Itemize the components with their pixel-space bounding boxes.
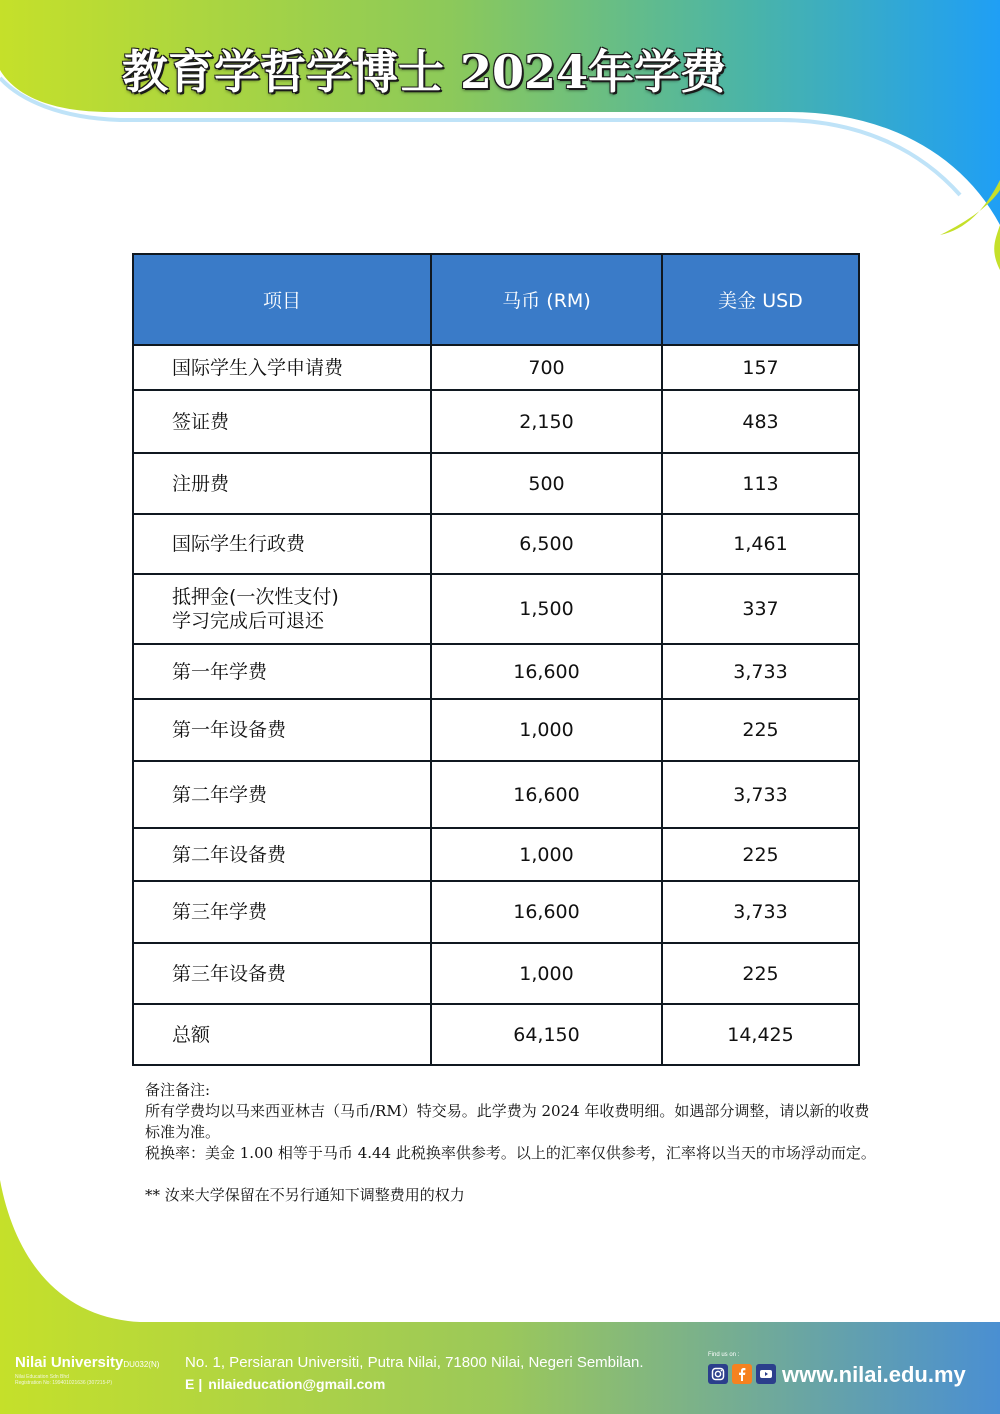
brand-registration (15, 1374, 112, 1386)
notes-section (145, 1080, 880, 1206)
table-row (133, 390, 859, 453)
total-rm: 64,150 (431, 1004, 662, 1065)
notes-disclaimer: ** 汝来大学保留在不另行通知下调整费用的权力 (145, 1186, 465, 1204)
fee-rm: 1,000 (431, 943, 662, 1004)
column-header-item: 项目 (133, 254, 431, 345)
fee-item: 注册费 (133, 453, 431, 514)
fee-usd: 225 (662, 699, 859, 761)
fee-rm: 2,150 (431, 390, 662, 453)
total-label: 总额 (133, 1004, 431, 1065)
brand-text: Nilai University (15, 1354, 124, 1371)
table-row (133, 943, 859, 1004)
fee-rm: 1,000 (431, 699, 662, 761)
fee-usd: 337 (662, 574, 859, 644)
table-row (133, 881, 859, 943)
registration-number: Registration No: 199401021636 (307215-P) (15, 1380, 113, 1386)
notes-currency: 所有学费均以马来西亚林吉（马币/RM）特交易。此学费为 2024 年收费明细。如遇部分调整，请以新的收费标准为准。 (145, 1102, 870, 1141)
fee-rm: 500 (431, 453, 662, 514)
fee-usd: 225 (662, 943, 859, 1004)
column-header-usd: 美金 USD (662, 254, 859, 345)
table-row (133, 345, 859, 390)
table-row (133, 699, 859, 761)
fee-item-line2: 学习完成后可退还 (172, 610, 325, 632)
brand-name (15, 1354, 159, 1371)
fee-rm: 700 (431, 345, 662, 390)
notes-exchange-rate: 税换率：美金 1.00 相等于马币 4.44 此税换率供参考。以上的汇率仅供参考，汇率将以当天的市场浮动而定。 (145, 1144, 876, 1162)
email-icon: E (185, 1376, 195, 1392)
fee-rm: 16,600 (431, 881, 662, 943)
table-row (133, 761, 859, 828)
website-link[interactable]: www.nilai.edu.my (782, 1362, 966, 1387)
fee-usd: 157 (662, 345, 859, 390)
table-row (133, 574, 859, 644)
notes-heading: 备注备注: (145, 1081, 211, 1099)
fee-table (132, 253, 860, 1066)
brand-code: DU032(N) (123, 1360, 160, 1369)
fee-usd: 3,733 (662, 644, 859, 699)
fee-item: 签证费 (133, 390, 431, 453)
fee-item-line1: 抵押金(一次性支付) (172, 586, 339, 608)
footer (0, 1320, 1000, 1414)
fee-item: 第二年设备费 (133, 828, 431, 881)
fee-rm: 1,500 (431, 574, 662, 644)
page-title: 教育学哲学博士 2024年学费 (122, 45, 727, 99)
table-header-row (133, 254, 859, 345)
fee-usd: 1,461 (662, 514, 859, 574)
fee-usd: 225 (662, 828, 859, 881)
table-row-total (133, 1004, 859, 1065)
fee-item: 第三年学费 (133, 881, 431, 943)
youtube-icon[interactable] (756, 1364, 776, 1384)
facebook-icon[interactable] (732, 1364, 752, 1384)
fee-item-deposit (133, 574, 431, 644)
address: No. 1, Persiaran Universiti, Putra Nilai, 71800 Nilai, Negeri Sembilan. (185, 1354, 644, 1371)
fee-usd: 483 (662, 390, 859, 453)
table-row (133, 514, 859, 574)
fee-rm: 6,500 (431, 514, 662, 574)
fee-usd: 3,733 (662, 761, 859, 828)
fee-item: 第一年设备费 (133, 699, 431, 761)
find-us-label: Find us on : (708, 1352, 740, 1358)
fee-usd: 113 (662, 453, 859, 514)
fee-item: 第二年学费 (133, 761, 431, 828)
table-row (133, 453, 859, 514)
fee-item: 第三年设备费 (133, 943, 431, 1004)
fee-rm: 16,600 (431, 644, 662, 699)
fee-rm: 16,600 (431, 761, 662, 828)
company-name: Nilai Education Sdn Bhd (15, 1374, 69, 1380)
table-row (133, 644, 859, 699)
divider: | (198, 1376, 203, 1392)
fee-item: 国际学生入学申请费 (133, 345, 431, 390)
total-usd: 14,425 (662, 1004, 859, 1065)
column-header-rm: 马币 (RM) (431, 254, 662, 345)
fee-item: 第一年学费 (133, 644, 431, 699)
fee-rm: 1,000 (431, 828, 662, 881)
email-row (185, 1376, 385, 1392)
table-row (133, 828, 859, 881)
fee-usd: 3,733 (662, 881, 859, 943)
email-link[interactable]: nilaieducation@gmail.com (208, 1376, 386, 1392)
fee-item: 国际学生行政费 (133, 514, 431, 574)
instagram-icon[interactable] (708, 1364, 728, 1384)
